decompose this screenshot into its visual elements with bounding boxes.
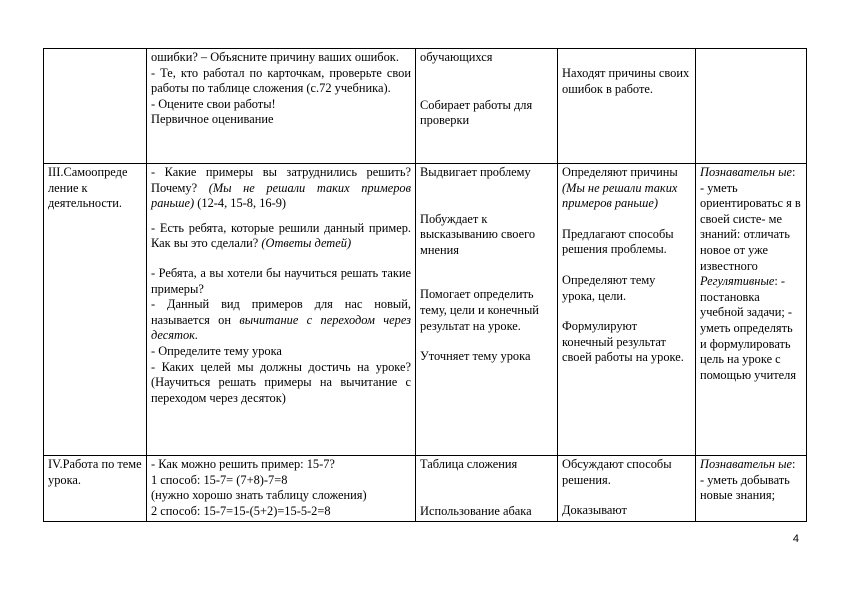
uud-cell — [696, 456, 807, 522]
teacher-line: - Оцените свои работы! — [151, 96, 276, 111]
students-line: Собирает работы для проверки — [420, 97, 533, 128]
activity-line: Доказывают — [562, 503, 627, 518]
activity-line: Предлагают способы решения проблемы. — [562, 226, 674, 257]
students-line: Помогает определить тему, цели и конечный результат на уроке. — [420, 287, 539, 333]
teacher-line: 1 способ: 15-7= (7+8)-7=8 — [151, 472, 288, 487]
stage-cell: IV.Работа по теме урока. — [44, 456, 147, 522]
activity-cell — [558, 49, 696, 164]
teacher-cell — [147, 164, 416, 456]
activity-line: Определяют причины (Мы не решали таких примеров раньше) — [562, 165, 678, 211]
stage-cell: III.Самоопреде ление к деятельности. — [44, 164, 147, 456]
students-cell — [416, 456, 558, 522]
uud-cell — [696, 49, 807, 164]
table-row — [44, 49, 807, 164]
teacher-question: - Каких целей мы должны достичь на уроке? (Научиться решать примеры на вычитание с переходом через десяток) — [151, 359, 411, 405]
students-line: Использование абака — [420, 503, 532, 518]
uud-cognitive: Познавательн ые: - уметь добывать новые знания; — [700, 457, 796, 503]
activity-line: Обсуждают способы решения. — [562, 457, 672, 487]
teacher-question: - Данный вид примеров для нас новый, называется он вычитание с переходом через десяток. — [151, 297, 411, 343]
activity-line: Формулируют конечный результат своей работы на уроке. — [562, 319, 684, 365]
teacher-line: - Те, кто работал по карточкам, проверьте свои работы по таблице сложения (с.72 учебника). — [151, 65, 411, 96]
teacher-question: - Ребята, а вы хотели бы научиться решать такие примеры? — [151, 265, 411, 296]
teacher-line: 2 способ: 15-7=15-(5+2)=15-5-2=8 — [151, 503, 331, 518]
page-number: 4 — [792, 533, 799, 545]
uud-cognitive: Познавательн ые: - уметь ориентироватьс я в своей систе- ме знаний: отличать новое от уже известного — [700, 165, 801, 273]
teacher-question: - Определите тему урока — [151, 343, 282, 358]
students-cell — [416, 164, 558, 456]
teacher-cell — [147, 456, 416, 522]
uud-cell — [696, 164, 807, 456]
table-row — [44, 164, 807, 456]
teacher-line: - Как можно решить пример: 15-7? — [151, 457, 335, 471]
lesson-plan-table — [43, 48, 807, 522]
students-line: Выдвигает проблему — [420, 165, 531, 179]
stage-cell — [44, 49, 147, 164]
students-line: Уточняет тему урока — [420, 349, 531, 364]
activity-line: Определяют тему урока, цели. — [562, 272, 656, 303]
students-line: Таблица сложения — [420, 457, 518, 471]
teacher-line: Первичное оценивание — [151, 112, 274, 127]
teacher-line: (нужно хорошо знать таблицу сложения) — [151, 488, 367, 503]
table-row — [44, 456, 807, 522]
activity-line: Находят причины своих ошибок в работе. — [562, 66, 690, 96]
activity-cell — [558, 164, 696, 456]
teacher-cell — [147, 49, 416, 164]
teacher-question: - Какие примеры вы затруднились решить? Почему? (Мы не решали таких примеров раньше) (12-4, 15-8, 16-9) — [151, 165, 411, 211]
activity-cell — [558, 456, 696, 522]
students-line: Побуждает к высказыванию своего мнения — [420, 211, 536, 257]
students-line: обучающихся — [420, 50, 493, 64]
teacher-line: ошибки? – Объясните причину ваших ошибок. — [151, 50, 399, 64]
teacher-question: - Есть ребята, которые решили данный пример. Как вы это сделали? (Ответы детей) — [151, 220, 411, 251]
uud-regulatory: Регулятивные: - постановка учебной задачи; - уметь определять и формулировать цель на уроке с помощью учителя — [700, 274, 797, 382]
students-cell — [416, 49, 558, 164]
